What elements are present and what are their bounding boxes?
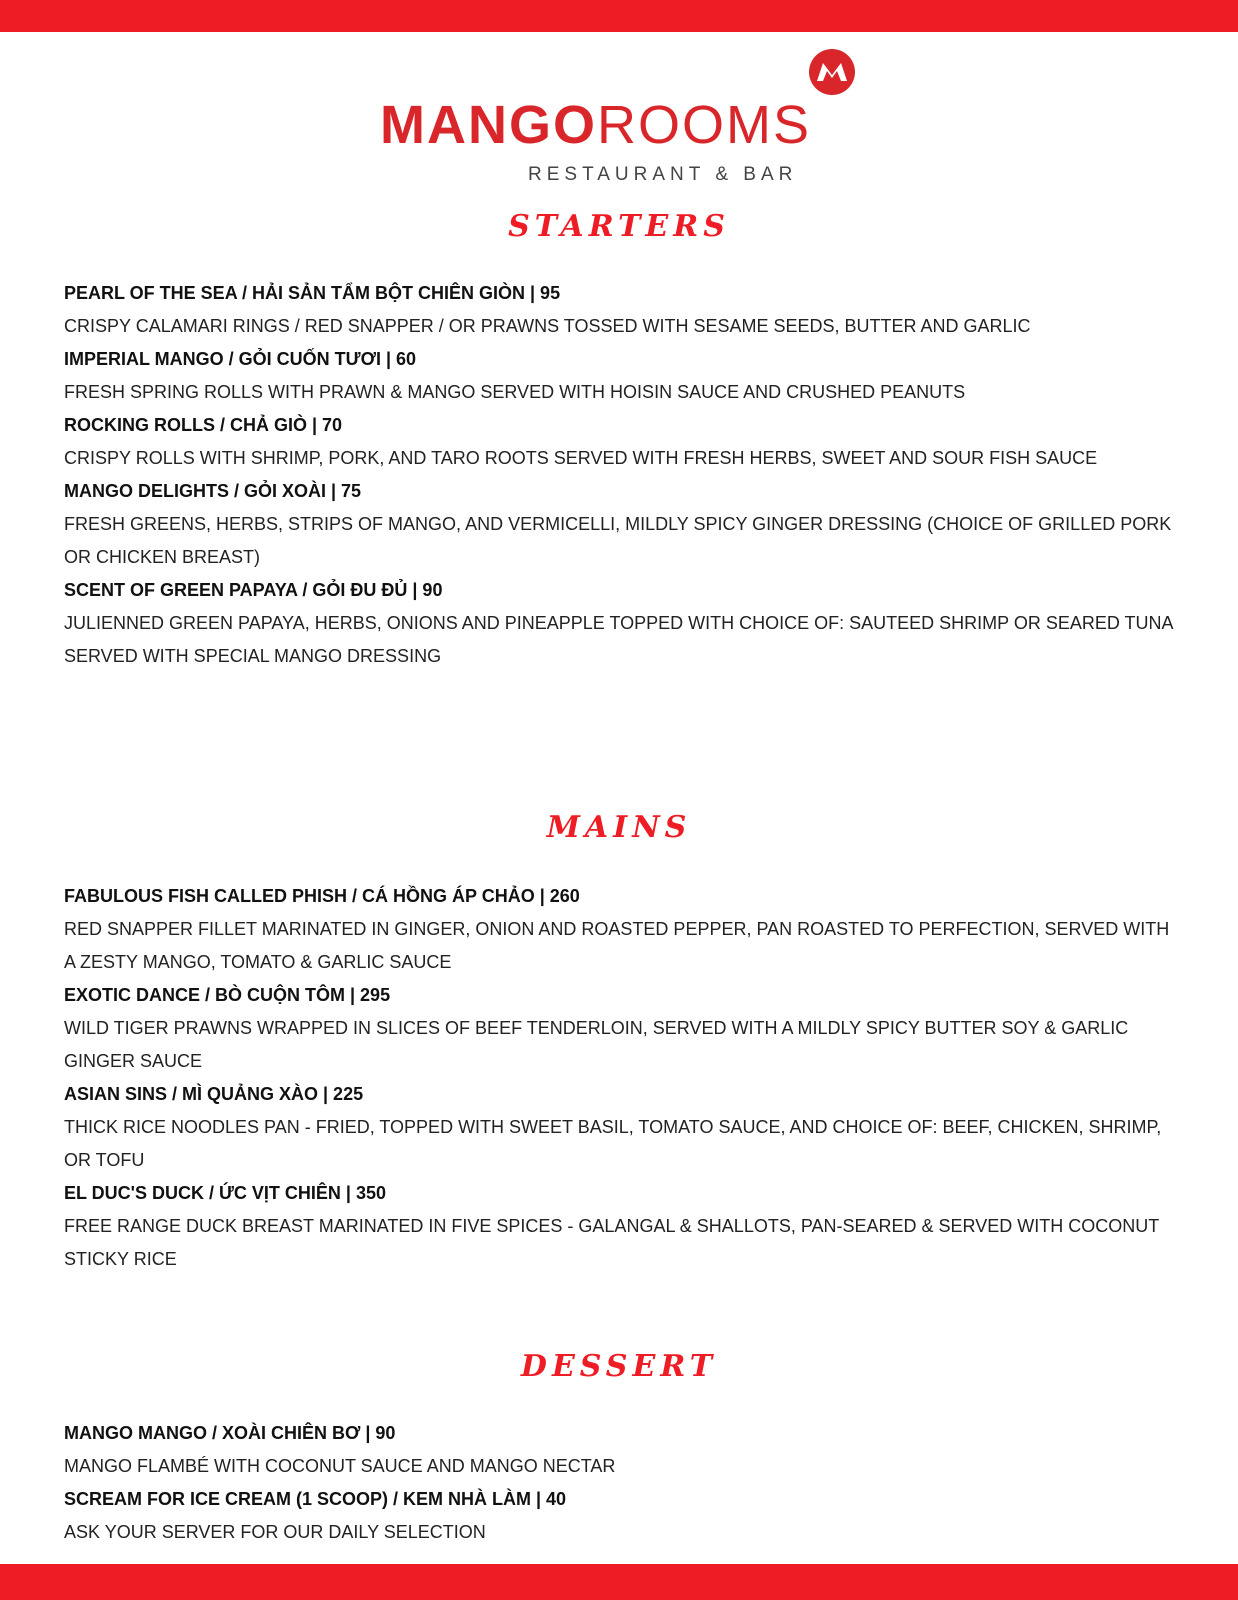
menu-item-name: ASIAN SINS / MÌ QUẢNG XÀO | 225 (64, 1084, 364, 1104)
menu-item-description: FRESH GREENS, HERBS, STRIPS OF MANGO, AND VERMICELLI, MILDLY SPICY GINGER DRESSING (CHOICE OF GRILLED PORK OR CHICKEN BREAST) (64, 514, 1172, 567)
menu-item (64, 409, 1174, 475)
menu-item (64, 880, 1174, 979)
menu-item (64, 277, 1174, 343)
menu-item (64, 979, 1174, 1078)
starters-list (64, 277, 1174, 673)
menu-item (64, 1177, 1174, 1276)
menu-item (64, 475, 1174, 574)
menu-item (64, 1078, 1174, 1177)
menu-item (64, 574, 1174, 673)
menu-item-name: SCENT OF GREEN PAPAYA / GỎI ĐU ĐỦ | 90 (64, 580, 443, 600)
menu-item-description: CRISPY ROLLS WITH SHRIMP, PORK, AND TARO ROOTS SERVED WITH FRESH HERBS, SWEET AND SOUR FISH SAUCE (64, 448, 1098, 468)
menu-item-description: WILD TIGER PRAWNS WRAPPED IN SLICES OF BEEF TENDERLOIN, SERVED WITH A MILDLY SPICY BUTTER SOY & GARLIC GINGER SAUCE (64, 1018, 1129, 1071)
menu-item-name: EXOTIC DANCE / BÒ CUỘN TÔM | 295 (64, 985, 391, 1005)
menu-item-name: ROCKING ROLLS / CHẢ GIÒ | 70 (64, 415, 343, 435)
menu-item-name: MANGO DELIGHTS / GỎI XOÀI | 75 (64, 481, 362, 501)
mango-rooms-logo-icon (808, 48, 856, 96)
bottom-red-bar (0, 1564, 1238, 1600)
section-title-mains: MAINS (546, 810, 692, 845)
menu-item (64, 1483, 1174, 1549)
menu-item-description: FREE RANGE DUCK BREAST MARINATED IN FIVE SPICES - GALANGAL & SHALLOTS, PAN-SEARED & SERVED WITH COCONUT STICKY RICE (64, 1216, 1159, 1269)
brand-name: MANGOROOMS (380, 95, 811, 155)
menu-item-description: CRISPY CALAMARI RINGS / RED SNAPPER / OR PRAWNS TOSSED WITH SESAME SEEDS, BUTTER AND GARLIC (64, 316, 1031, 336)
brand-logo (380, 48, 830, 188)
menu-item-description: ASK YOUR SERVER FOR OUR DAILY SELECTION (64, 1522, 486, 1542)
section-title-starters: STARTERS (508, 209, 730, 244)
menu-item-description: RED SNAPPER FILLET MARINATED IN GINGER, ONION AND ROASTED PEPPER, PAN ROASTED TO PERFECTION, SERVED WITH A ZESTY MANGO, TOMATO & GARLIC SAUCE (64, 919, 1170, 972)
section-title-dessert: DESSERT (520, 1349, 718, 1384)
mains-list (64, 880, 1174, 1276)
menu-item-description: MANGO FLAMBÉ WITH COCONUT SAUCE AND MANGO NECTAR (64, 1456, 616, 1476)
menu-item-name: FABULOUS FISH CALLED PHISH / CÁ HỒNG ÁP CHẢO | 260 (64, 886, 580, 906)
menu-item-name: EL DUC'S DUCK / ỨC VỊT CHIÊN | 350 (64, 1183, 386, 1203)
top-red-bar (0, 0, 1238, 32)
menu-item-name: PEARL OF THE SEA / HẢI SẢN TẨM BỘT CHIÊN GIÒN | 95 (64, 283, 561, 303)
menu-item-description: FRESH SPRING ROLLS WITH PRAWN & MANGO SERVED WITH HOISIN SAUCE AND CRUSHED PEANUTS (64, 382, 966, 402)
menu-item-description: JULIENNED GREEN PAPAYA, HERBS, ONIONS AND PINEAPPLE TOPPED WITH CHOICE OF: SAUTEED SHRIMP OR SEARED TUNA SERVED WITH SPECIAL MANGO DRESSING (64, 613, 1173, 666)
menu-item-name: SCREAM FOR ICE CREAM (1 SCOOP) / KEM NHÀ LÀM | 40 (64, 1489, 567, 1509)
dessert-list (64, 1417, 1174, 1549)
menu-item (64, 1417, 1174, 1483)
brand-subtitle: RESTAURANT & BAR (528, 164, 798, 185)
menu-item (64, 343, 1174, 409)
menu-item-name: MANGO MANGO / XOÀI CHIÊN BƠ | 90 (64, 1423, 396, 1443)
menu-item-description: THICK RICE NOODLES PAN - FRIED, TOPPED WITH SWEET BASIL, TOMATO SAUCE, AND CHOICE OF: BEEF, CHICKEN, SHRIMP, OR TOFU (64, 1117, 1162, 1170)
menu-item-name: IMPERIAL MANGO / GỎI CUỐN TƯƠI | 60 (64, 349, 417, 369)
